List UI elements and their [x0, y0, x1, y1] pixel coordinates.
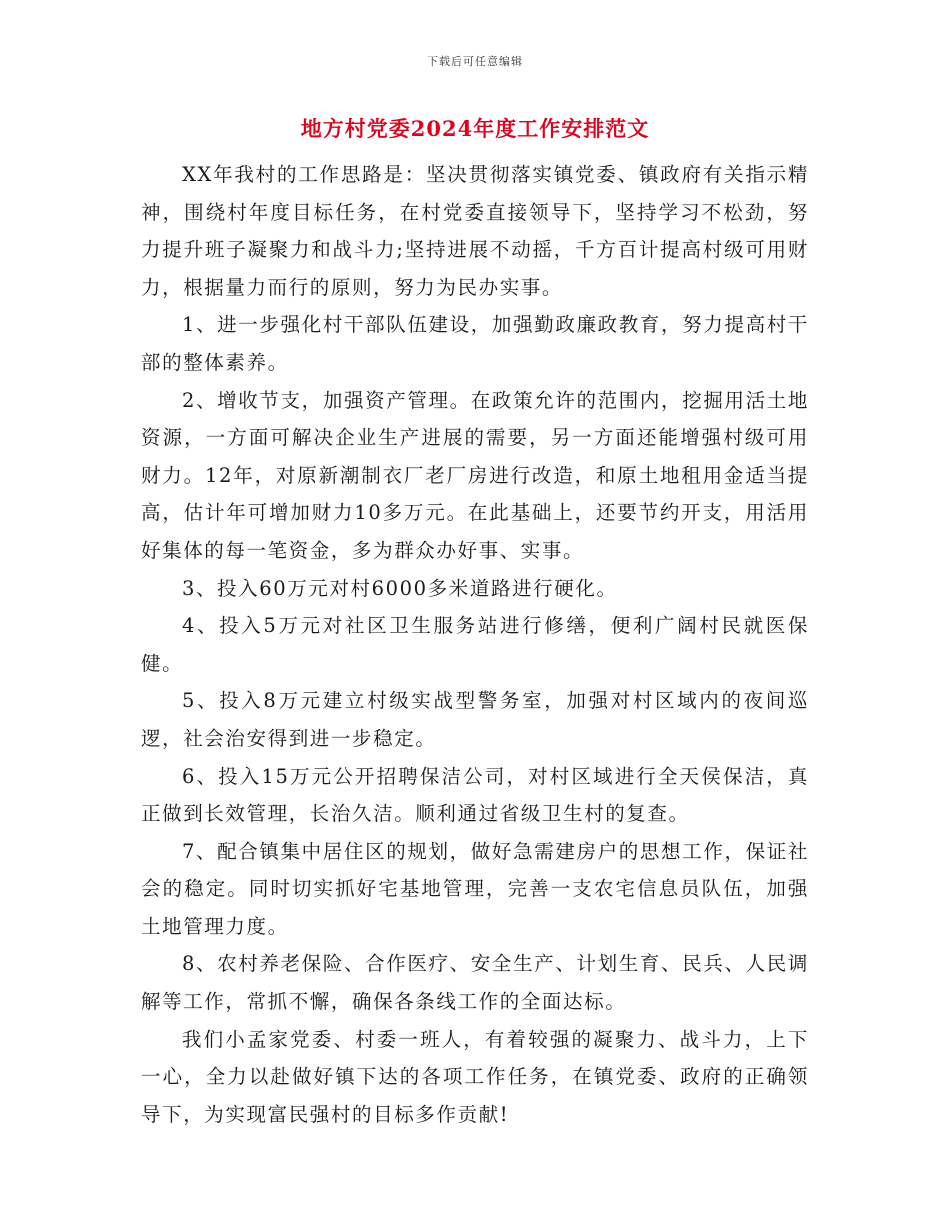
- document-body: [141, 156, 809, 1133]
- paragraph-item-8: 8、农村养老保险、合作医疗、安全生产、计划生育、民兵、人民调解等工作，常抓不懈，确保各条线工作的全面达标。: [141, 952, 809, 1014]
- paragraph-item-5: 5、投入8万元建立村级实战型警务室，加强对村区域内的夜间巡逻，社会治安得到进一步稳定。: [141, 689, 809, 750]
- paragraph-item-4: 4、投入5万元对社区卫生服务站进行修缮，便利广阔村民就医保健。: [141, 614, 809, 675]
- paragraph-item-1: 1、进一步强化村干部队伍建设，加强勤政廉政教育，努力提高村干部的整体素养。: [141, 313, 809, 374]
- paragraph-item-3: 3、投入60万元对村6000多米道路进行硬化。: [181, 576, 618, 600]
- paragraph-intro: XX年我村的工作思路是：坚决贯彻落实镇党委、镇政府有关指示精神，围绕村年度目标任务，在村党委直接领导下，坚持学习不松劲，努力提升班子凝聚力和战斗力;坚持进展不动摇，千方百计提高村级可用财力，根据量力而行的原则，努力为民办实事。: [141, 163, 809, 299]
- paragraph-item-2: 2、增收节支，加强资产管理。在政策允许的范围内，挖掘用活土地资源，一方面可解决企业生产进展的需要，另一方面还能增强村级可用财力。12年，对原新潮制衣厂老厂房进行改造，和原土地租用金适当提高，估计年可增加财力10多万元。在此基础上，还要节约开支，用活用好集体的每一笔资金，多为群众办好事、实事。: [141, 388, 809, 562]
- paragraph-item-7: 7、配合镇集中居住区的规划，做好急需建房户的思想工作，保证社会的稳定。同时切实抓好宅基地管理，完善一支农宅信息员队伍，加强土地管理力度。: [141, 839, 809, 938]
- paragraph-conclusion: 我们小孟家党委、村委一班人，有着较强的凝聚力、战斗力，上下一心，全力以赴做好镇下达的各项工作任务，在镇党委、政府的正确领导下，为实现富民强村的目标多作贡献!: [141, 1027, 809, 1126]
- paragraph-item-6: 6、投入15万元公开招聘保洁公司，对村区域进行全天侯保洁，真正做到长效管理，长治久洁。顺利通过省级卫生村的复查。: [141, 764, 809, 826]
- header-note: 下载后可任意编辑: [427, 55, 523, 68]
- document-title: 地方村党委2024年度工作安排范文: [300, 116, 650, 141]
